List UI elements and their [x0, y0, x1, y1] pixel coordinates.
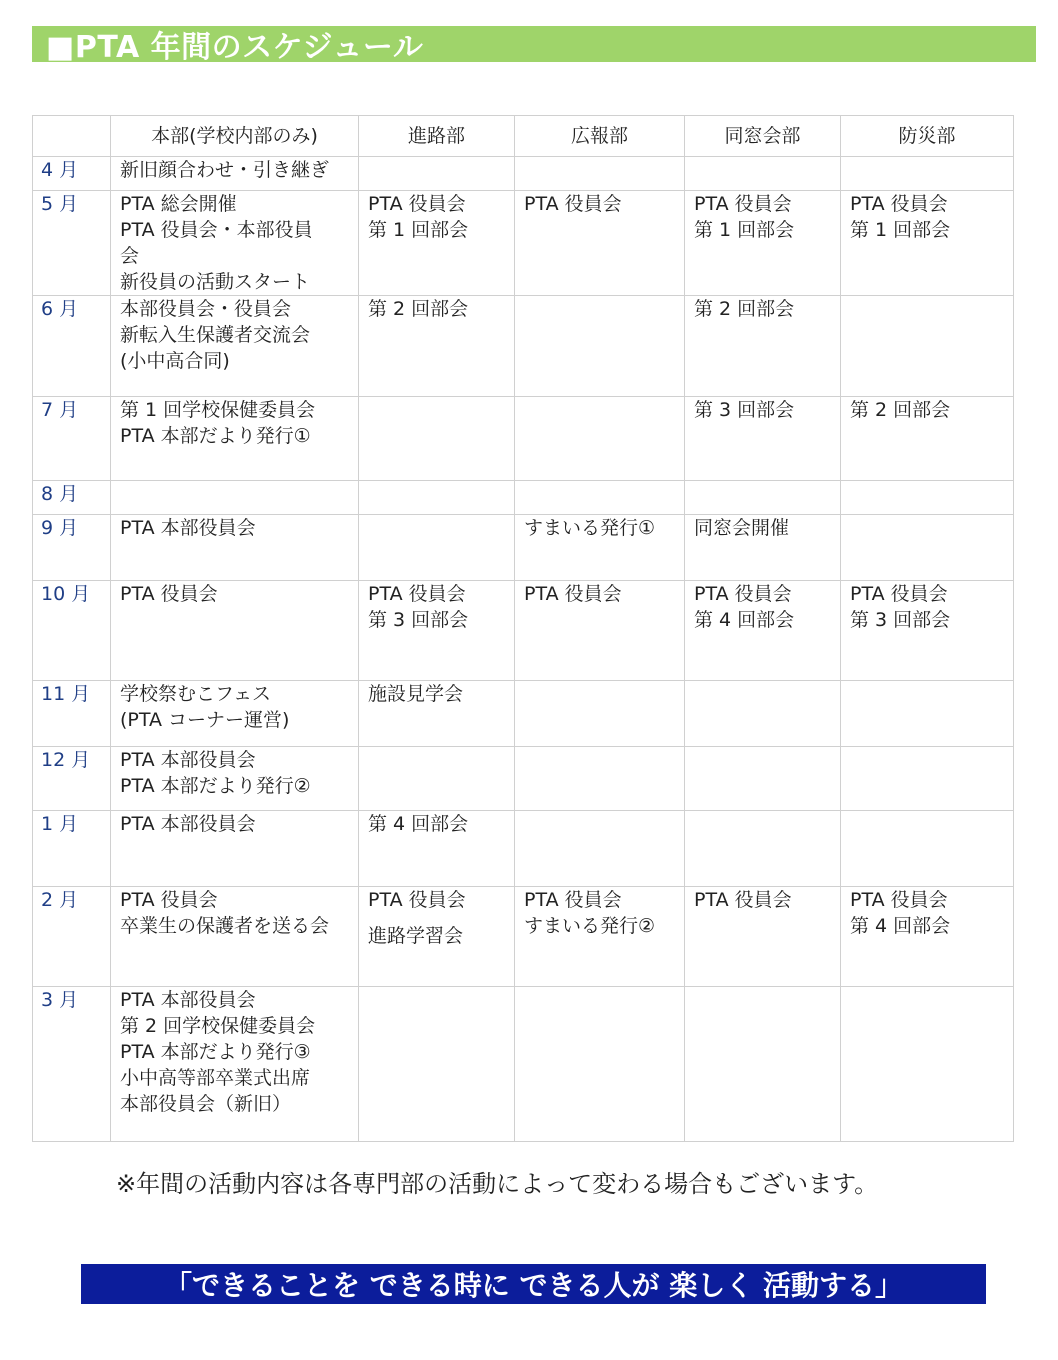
table-row	[33, 157, 1014, 191]
column-header: 同窓会部	[685, 116, 841, 157]
cell-line: 施設見学会	[368, 683, 464, 705]
schedule-cell	[685, 747, 841, 811]
schedule-cell	[111, 987, 359, 1142]
schedule-cell	[359, 296, 515, 397]
cell-line: PTA 役員会	[850, 193, 948, 215]
cell-line: 会	[120, 245, 140, 267]
cell-line: PTA 本部役員会	[120, 989, 256, 1011]
cell-line	[368, 913, 514, 923]
schedule-cell	[685, 191, 841, 296]
schedule-cell	[685, 811, 841, 887]
cell-line: 第 3 回部会	[694, 399, 795, 421]
cell-line: 卒業生の保護者を送る会	[120, 915, 330, 937]
cell-line: PTA 本部だより発行②	[120, 775, 311, 797]
table-row	[33, 747, 1014, 811]
schedule-cell	[111, 581, 359, 681]
schedule-cell	[515, 747, 685, 811]
cell-line: 同窓会開催	[694, 517, 790, 539]
schedule-cell	[685, 887, 841, 987]
cell-line: PTA 役員会	[120, 889, 218, 911]
cell-line: PTA 役員会	[694, 889, 792, 911]
schedule-cell	[515, 887, 685, 987]
schedule-cell	[841, 987, 1014, 1142]
cell-line: PTA 役員会	[694, 583, 792, 605]
schedule-cell	[359, 887, 515, 987]
schedule-cell	[111, 191, 359, 296]
schedule-cell	[515, 157, 685, 191]
schedule-cell	[515, 811, 685, 887]
schedule-cell	[515, 581, 685, 681]
schedule-cell	[111, 811, 359, 887]
cell-line: 学校祭むこフェス	[120, 683, 272, 705]
schedule-cell	[685, 397, 841, 481]
month-cell: 3 月	[33, 987, 111, 1142]
schedule-cell	[359, 987, 515, 1142]
schedule-cell	[685, 481, 841, 515]
cell-line: PTA 本部役員会	[120, 813, 256, 835]
schedule-cell	[359, 157, 515, 191]
footnote: ※年間の活動内容は各専門部の活動によって変わる場合もございます。	[116, 1170, 879, 1198]
title-bar	[32, 26, 1036, 65]
table-row	[33, 397, 1014, 481]
schedule-cell	[841, 887, 1014, 987]
month-cell: 7 月	[33, 397, 111, 481]
schedule-cell	[841, 296, 1014, 397]
cell-line: 進路学習会	[368, 925, 464, 947]
schedule-cell	[111, 157, 359, 191]
table-row	[33, 191, 1014, 296]
schedule-cell	[515, 296, 685, 397]
schedule-table	[32, 115, 1014, 1142]
schedule-cell	[841, 397, 1014, 481]
month-cell: 9 月	[33, 515, 111, 581]
cell-line: 小中高等部卒業式出席	[120, 1067, 311, 1089]
schedule-cell	[685, 581, 841, 681]
cell-line: 新役員の活動スタート	[120, 271, 311, 293]
column-header: 防災部	[841, 116, 1014, 157]
schedule-cell	[111, 681, 359, 747]
cell-line: PTA 役員会	[120, 583, 218, 605]
cell-line: PTA 役員会・本部役員	[120, 219, 313, 241]
cell-line: PTA 総会開催	[120, 193, 237, 215]
schedule-cell	[841, 515, 1014, 581]
cell-line: (PTA コーナー運営)	[120, 709, 290, 731]
cell-line: 第 3 回部会	[368, 609, 469, 631]
cell-line: PTA 役員会	[368, 583, 466, 605]
schedule-cell	[359, 581, 515, 681]
cell-line: PTA 役員会	[524, 889, 622, 911]
schedule-cell	[359, 481, 515, 515]
table-row	[33, 515, 1014, 581]
column-header: 広報部	[515, 116, 685, 157]
schedule-cell	[685, 157, 841, 191]
month-cell: 4 月	[33, 157, 111, 191]
month-cell: 5 月	[33, 191, 111, 296]
page-title: ■PTA 年間のスケジュール	[46, 30, 424, 65]
table-row	[33, 887, 1014, 987]
cell-line: 第 1 回部会	[368, 219, 469, 241]
table-row	[33, 811, 1014, 887]
cell-line: すまいる発行①	[524, 517, 656, 539]
table-row	[33, 481, 1014, 515]
schedule-cell	[515, 681, 685, 747]
cell-line: 第 2 回部会	[368, 298, 469, 320]
cell-line: PTA 本部役員会	[120, 517, 256, 539]
schedule-cell	[359, 191, 515, 296]
cell-line: 第 2 回学校保健委員会	[120, 1015, 316, 1037]
schedule-cell	[841, 747, 1014, 811]
schedule-cell	[685, 681, 841, 747]
cell-line: PTA 本部だより発行①	[120, 425, 311, 447]
slogan-banner	[81, 1264, 986, 1304]
schedule-cell	[111, 747, 359, 811]
schedule-cell	[841, 581, 1014, 681]
cell-line: PTA 役員会	[850, 889, 948, 911]
header-month	[33, 116, 111, 157]
cell-line: (小中高合同)	[120, 350, 230, 372]
cell-line: 本部役員会・役員会	[120, 298, 292, 320]
table-row	[33, 681, 1014, 747]
column-header: 本部(学校内部のみ)	[111, 116, 359, 157]
month-cell: 10 月	[33, 581, 111, 681]
schedule-cell	[841, 157, 1014, 191]
cell-line: PTA 役員会	[850, 583, 948, 605]
schedule-cell	[841, 811, 1014, 887]
cell-line: すまいる発行②	[524, 915, 656, 937]
column-header: 進路部	[359, 116, 515, 157]
month-cell: 1 月	[33, 811, 111, 887]
month-cell: 2 月	[33, 887, 111, 987]
cell-line: 第 1 回部会	[694, 219, 795, 241]
schedule-cell	[359, 811, 515, 887]
table-row	[33, 296, 1014, 397]
cell-line: 新旧顔合わせ・引き継ぎ	[120, 159, 330, 181]
schedule-cell	[841, 481, 1014, 515]
schedule-cell	[359, 397, 515, 481]
cell-line: 第 1 回学校保健委員会	[120, 399, 316, 421]
schedule-cell	[111, 296, 359, 397]
schedule-cell	[111, 397, 359, 481]
cell-line: PTA 役員会	[524, 583, 622, 605]
schedule-body	[33, 157, 1014, 1142]
cell-line: PTA 本部だより発行③	[120, 1041, 311, 1063]
cell-line: 第 4 回部会	[694, 609, 795, 631]
cell-line: 第 4 回部会	[368, 813, 469, 835]
schedule-cell	[359, 515, 515, 581]
cell-line: 新転入生保護者交流会	[120, 324, 311, 346]
slogan-text: 「できることを できる時に できる人が 楽しく 活動する」	[164, 1269, 903, 1302]
month-cell: 6 月	[33, 296, 111, 397]
cell-line: PTA 役員会	[694, 193, 792, 215]
cell-line: PTA 役員会	[368, 193, 466, 215]
cell-line: PTA 役員会	[368, 889, 466, 911]
schedule-cell	[111, 481, 359, 515]
month-cell: 12 月	[33, 747, 111, 811]
schedule-cell	[515, 481, 685, 515]
cell-line: PTA 本部役員会	[120, 749, 256, 771]
cell-line: 第 1 回部会	[850, 219, 951, 241]
schedule-cell	[515, 397, 685, 481]
cell-line: 第 2 回部会	[694, 298, 795, 320]
table-row	[33, 987, 1014, 1142]
month-cell: 8 月	[33, 481, 111, 515]
table-row	[33, 581, 1014, 681]
schedule-cell	[685, 296, 841, 397]
cell-line: 第 4 回部会	[850, 915, 951, 937]
cell-line: 本部役員会（新旧）	[120, 1093, 292, 1115]
schedule-cell	[685, 515, 841, 581]
schedule-cell	[515, 191, 685, 296]
schedule-cell	[515, 987, 685, 1142]
schedule-cell	[685, 987, 841, 1142]
cell-line: 第 3 回部会	[850, 609, 951, 631]
cell-line: PTA 役員会	[524, 193, 622, 215]
month-cell: 11 月	[33, 681, 111, 747]
schedule-cell	[515, 515, 685, 581]
schedule-cell	[111, 515, 359, 581]
schedule-cell	[841, 681, 1014, 747]
schedule-cell	[359, 681, 515, 747]
schedule-cell	[111, 887, 359, 987]
header-row	[33, 116, 1014, 157]
schedule-cell	[841, 191, 1014, 296]
schedule-cell	[359, 747, 515, 811]
cell-line: 第 2 回部会	[850, 399, 951, 421]
